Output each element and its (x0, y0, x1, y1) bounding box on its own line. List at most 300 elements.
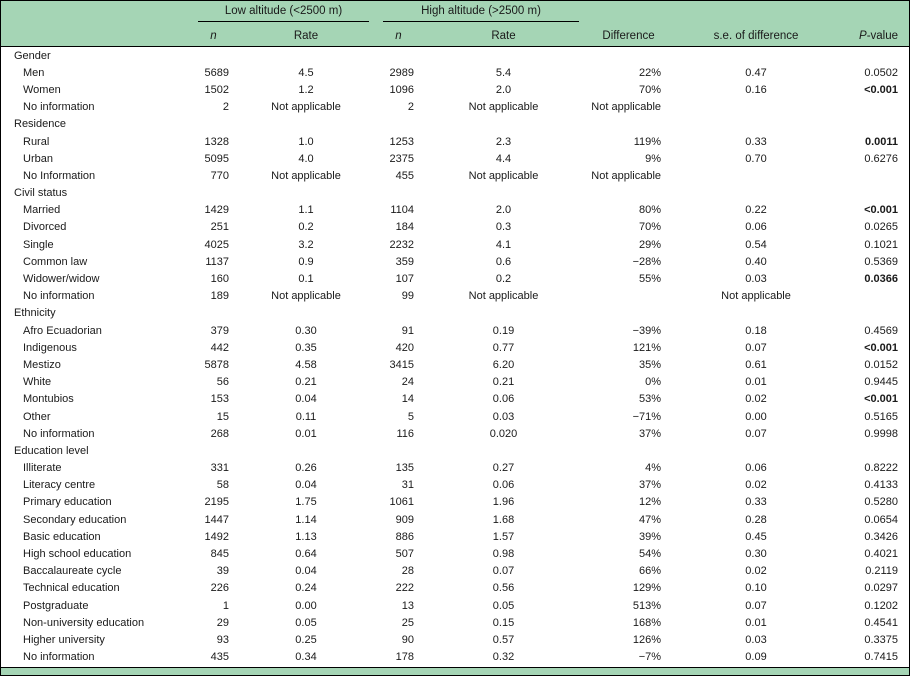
n-high-value: 2 (407, 101, 414, 114)
section-row (1, 47, 909, 65)
row-label: Baccalaureate cycle (23, 565, 122, 578)
n-low-value: 331 (210, 462, 229, 475)
n-low-value: 5095 (204, 152, 229, 165)
difference-value: 126% (632, 633, 662, 646)
rate-high-value: 1.68 (492, 513, 515, 526)
rate-low-value: 1.13 (295, 530, 317, 543)
difference-value: 70% (638, 221, 662, 234)
rate-low-value: 0.34 (295, 651, 317, 664)
n-low-value: 845 (210, 548, 229, 561)
row-label: No information (23, 290, 95, 303)
table-row (1, 339, 909, 356)
difference-value: 121% (632, 341, 662, 354)
n-high-value: 14 (401, 393, 414, 406)
p-value: 0.0366 (864, 273, 899, 286)
se-value: 0.02 (745, 479, 767, 492)
table-row (1, 64, 909, 81)
rate-low-value: 4.5 (298, 66, 314, 79)
row-label: Divorced (23, 221, 67, 234)
table-row (1, 322, 909, 339)
n-low-value: 435 (210, 651, 229, 664)
n-low-value: 1492 (204, 530, 229, 543)
section-title: Ethnicity (14, 307, 56, 320)
p-value: 0.1021 (864, 238, 899, 251)
p-value: 0.4021 (864, 548, 899, 561)
se-value: 0.30 (745, 548, 767, 561)
rate-low-value: Not applicable (271, 290, 341, 303)
se-value: 0.54 (745, 238, 767, 251)
n-high-value: 99 (401, 290, 414, 303)
row-label: Rural (23, 135, 50, 148)
row-label: Urban (23, 152, 53, 165)
n-low-value: 1137 (205, 255, 229, 268)
table-row (1, 391, 909, 408)
se-value: 0.18 (745, 324, 767, 337)
rate-high-value: Not applicable (468, 290, 539, 303)
p-value: 0.8222 (864, 462, 899, 475)
header-spacer (1, 26, 191, 47)
n-low-value: 770 (210, 169, 229, 182)
n-high-value: 2375 (389, 152, 414, 165)
se-value: 0.07 (745, 427, 767, 440)
n-high-value: 13 (401, 599, 414, 612)
n-low-value: 56 (216, 376, 229, 389)
table-row (1, 270, 909, 287)
rate-high-value: 0.56 (492, 582, 515, 595)
n-high-value: 507 (395, 548, 414, 561)
pvalue-header-rest-part: -value (866, 30, 899, 42)
n-high-value: 1104 (390, 204, 414, 217)
p-value: 0.5165 (864, 410, 899, 423)
table-body (1, 47, 909, 666)
rate-low-value: 4.0 (298, 152, 314, 165)
rate-high-value: 2.0 (495, 83, 512, 96)
difference-value: 9% (645, 152, 662, 165)
table-row (1, 99, 909, 116)
se-value: 0.10 (745, 582, 767, 595)
n-low-column-header: n (191, 26, 236, 47)
se-value: 0.06 (745, 221, 767, 234)
row-label: Afro Ecuadorian (23, 324, 102, 337)
rate-low-column-header: Rate (236, 26, 376, 47)
row-label: Montubios (23, 393, 74, 406)
se-value: 0.28 (745, 513, 767, 526)
bottom-green-strip (1, 667, 909, 675)
table-row (1, 545, 909, 562)
se-value: 0.02 (745, 565, 767, 578)
table-row (1, 580, 909, 597)
difference-value: 4% (645, 462, 662, 475)
difference-value: Not applicable (591, 101, 662, 114)
table-row (1, 219, 909, 236)
n-high-value: 25 (401, 616, 414, 629)
difference-value: 70% (638, 83, 662, 96)
table-row (1, 597, 909, 614)
difference-value: 80% (638, 204, 662, 217)
row-label: Literacy centre (23, 479, 96, 492)
rate-high-value: 0.19 (492, 324, 515, 337)
difference-value: 12% (638, 496, 662, 509)
rate-high-value: 5.4 (495, 66, 512, 79)
p-value: 0.2119 (865, 565, 899, 578)
p-value: 0.5369 (864, 255, 899, 268)
rate-low-value: 0.04 (295, 565, 317, 578)
row-label: Common law (23, 255, 88, 268)
n-high-value: 909 (395, 513, 414, 526)
p-value: 0.3426 (864, 530, 899, 543)
n-high-value: 455 (395, 169, 414, 182)
table-row (1, 150, 909, 167)
rate-low-value: 0.04 (295, 479, 317, 492)
se-value: 0.07 (745, 341, 767, 354)
p-value: <0.001 (864, 204, 899, 217)
table-row (1, 167, 909, 184)
n-low-value: 268 (210, 427, 229, 440)
p-value: 0.5280 (864, 496, 899, 509)
rate-high-value: 0.57 (492, 633, 515, 646)
n-low-value: 189 (210, 290, 229, 303)
row-label: Women (23, 83, 61, 96)
n-low-value: 442 (210, 341, 229, 354)
table-row (1, 425, 909, 442)
p-value: <0.001 (864, 393, 899, 406)
n-high-value: 90 (401, 633, 414, 646)
n-low-value: 2195 (204, 496, 229, 509)
row-label: No information (23, 101, 95, 114)
rate-low-value: 0.04 (295, 393, 317, 406)
p-value: 0.6276 (864, 152, 899, 165)
difference-value: 168% (632, 616, 662, 629)
rate-low-value: 0.05 (295, 616, 317, 629)
p-value: 0.0654 (864, 513, 899, 526)
p-value: 0.1202 (864, 599, 899, 612)
table-row (1, 81, 909, 98)
table-row (1, 494, 909, 511)
rate-high-value: 0.77 (492, 341, 515, 354)
rate-high-value: 0.21 (492, 376, 515, 389)
se-value: 0.09 (745, 651, 767, 664)
table-row (1, 133, 909, 150)
difference-value: Not applicable (591, 169, 662, 182)
rate-high-value: 0.27 (492, 462, 515, 475)
section-title: Residence (14, 118, 66, 131)
rate-high-value: 6.20 (492, 358, 515, 371)
n-low-value: 1429 (204, 204, 229, 217)
rate-low-value: 1.0 (298, 135, 314, 148)
row-label: Other (23, 410, 51, 423)
n-low-value: 2 (222, 101, 229, 114)
row-label: Married (23, 204, 61, 217)
table-row (1, 631, 909, 648)
se-value: 0.03 (745, 273, 767, 286)
rate-high-value: 0.06 (492, 393, 515, 406)
se-value: 0.16 (745, 83, 767, 96)
table-row (1, 356, 909, 373)
n-high-value: 184 (395, 221, 414, 234)
table-row (1, 288, 909, 305)
n-low-value: 226 (210, 582, 229, 595)
rate-low-value: 0.2 (298, 221, 314, 234)
rate-high-value: 0.03 (492, 410, 515, 423)
p-value: 0.3375 (864, 633, 899, 646)
rate-high-value: 2.3 (495, 135, 512, 148)
row-label: No Information (23, 169, 96, 182)
difference-value: 53% (638, 393, 662, 406)
difference-value: 22% (638, 66, 662, 79)
n-low-value: 5878 (204, 358, 229, 371)
n-high-value: 2232 (389, 238, 414, 251)
p-value: 0.0011 (864, 135, 899, 148)
row-label: Illiterate (23, 462, 62, 475)
difference-value: 54% (638, 548, 662, 561)
rate-high-value: 0.6 (495, 255, 512, 268)
p-value (841, 99, 909, 116)
table-row (1, 374, 909, 391)
difference-value: 29% (638, 238, 662, 251)
difference-value: 55% (638, 273, 662, 286)
section-title: Education level (14, 444, 89, 457)
rate-low-value: 0.21 (295, 376, 317, 389)
se-value: 0.03 (745, 633, 767, 646)
difference-value: 129% (632, 582, 662, 595)
rate-low-value: 0.24 (295, 582, 317, 595)
row-label: Single (23, 238, 54, 251)
n-low-value: 160 (210, 273, 229, 286)
header-spacer (671, 1, 841, 26)
rate-low-value: Not applicable (271, 169, 341, 182)
p-value (841, 167, 909, 184)
rate-high-value: 0.05 (492, 599, 515, 612)
difference-value: −7% (638, 651, 662, 664)
rate-high-column-header: Rate (421, 26, 586, 47)
n-low-value: 153 (210, 393, 229, 406)
n-high-value: 28 (401, 565, 414, 578)
p-value: <0.001 (864, 83, 899, 96)
se-value: 0.01 (745, 376, 767, 389)
rate-high-value: 0.07 (492, 565, 515, 578)
n-high-value: 420 (395, 341, 414, 354)
table-row (1, 649, 909, 666)
se-value: 0.45 (745, 530, 767, 543)
se-value: 0.07 (745, 599, 767, 612)
se-value: 0.02 (745, 393, 767, 406)
table-row (1, 253, 909, 270)
p-value: 0.4133 (864, 479, 899, 492)
difference-value: 37% (638, 427, 662, 440)
n-high-value: 24 (401, 376, 414, 389)
rate-low-value: 1.2 (298, 83, 314, 96)
se-value (671, 167, 841, 184)
rate-high-value: 1.57 (492, 530, 515, 543)
table-row (1, 614, 909, 631)
n-low-value: 15 (216, 410, 229, 423)
rate-low-value: 1.1 (298, 204, 314, 217)
rate-high-value: Not applicable (468, 101, 539, 114)
statistics-table (1, 1, 909, 666)
n-high-value: 31 (401, 479, 414, 492)
p-value: <0.001 (864, 341, 899, 354)
rate-high-value: Not applicable (468, 169, 539, 182)
rate-low-value: 0.01 (295, 427, 317, 440)
row-label: Technical education (23, 582, 120, 595)
se-value: 0.22 (745, 204, 767, 217)
pvalue-header-italic-part: P (859, 30, 867, 42)
row-label: Non-university education (23, 616, 145, 629)
table-row (1, 563, 909, 580)
rate-high-value: 0.2 (495, 273, 512, 286)
n-high-value: 1253 (389, 135, 414, 148)
high-altitude-group-header (376, 1, 586, 26)
low-altitude-group-label: Low altitude (<2500 m) (198, 5, 369, 22)
n-high-value: 135 (395, 462, 414, 475)
header-spacer (841, 1, 909, 26)
n-high-value: 886 (395, 530, 414, 543)
rate-low-value: 0.00 (295, 599, 317, 612)
difference-value: 513% (632, 599, 662, 612)
se-value (671, 99, 841, 116)
se-value: 0.06 (745, 462, 767, 475)
row-label: Postgraduate (23, 599, 89, 612)
n-high-value: 91 (401, 324, 414, 337)
n-low-value: 39 (216, 565, 229, 578)
rate-high-value: 0.32 (492, 651, 515, 664)
rate-high-value: 0.98 (492, 548, 515, 561)
difference-value: 37% (638, 479, 662, 492)
n-low-value: 1 (222, 599, 229, 612)
p-value: 0.4541 (864, 616, 899, 629)
n-low-value: 93 (216, 633, 229, 646)
difference-value: 0% (645, 376, 662, 389)
n-high-value: 116 (396, 427, 414, 440)
table-row (1, 236, 909, 253)
se-value: 0.33 (745, 135, 767, 148)
n-high-value: 359 (395, 255, 414, 268)
row-label: Indigenous (23, 341, 77, 354)
header-spacer (586, 1, 671, 26)
rate-low-value: 0.26 (295, 462, 317, 475)
section-row (1, 185, 909, 202)
rate-low-value: 0.25 (295, 633, 317, 646)
section-title: Civil status (14, 187, 68, 200)
table-row (1, 528, 909, 545)
p-value: 0.4569 (864, 324, 899, 337)
difference-value: −39% (632, 324, 662, 337)
rate-low-value: 1.75 (295, 496, 317, 509)
n-low-value: 1447 (204, 513, 229, 526)
n-high-value: 178 (395, 651, 414, 664)
table-row (1, 511, 909, 528)
row-label: Higher university (23, 633, 105, 646)
se-value: 0.01 (745, 616, 767, 629)
rate-high-value: 4.4 (495, 152, 512, 165)
p-value (841, 288, 909, 305)
se-column-header: s.e. of difference (671, 26, 841, 47)
table-row (1, 460, 909, 477)
n-high-value: 5 (407, 410, 414, 423)
p-value: 0.0265 (864, 221, 899, 234)
n-high-value: 1061 (389, 496, 414, 509)
n-high-value: 222 (395, 582, 414, 595)
se-value: 0.40 (745, 255, 767, 268)
rate-low-value: 0.11 (295, 410, 317, 423)
rate-high-value: 0.06 (492, 479, 515, 492)
row-label: Mestizo (23, 358, 61, 371)
se-value: 0.61 (745, 358, 767, 371)
row-label: Basic education (23, 530, 101, 543)
n-low-value: 29 (216, 616, 229, 629)
section-row (1, 116, 909, 133)
pvalue-column-header (841, 26, 909, 47)
row-label: No information (23, 427, 95, 440)
rate-low-value: 0.35 (295, 341, 317, 354)
row-label: No information (23, 651, 95, 664)
rate-low-value: 1.14 (295, 513, 317, 526)
se-value: Not applicable (721, 290, 791, 303)
n-low-value: 58 (216, 479, 229, 492)
difference-value: 47% (638, 513, 662, 526)
table-row (1, 477, 909, 494)
table-row (1, 408, 909, 425)
p-value: 0.0152 (864, 358, 899, 371)
difference-value: 66% (638, 565, 662, 578)
table-row (1, 202, 909, 219)
p-value: 0.0502 (864, 66, 899, 79)
n-low-value: 1328 (204, 135, 229, 148)
low-altitude-group-header (191, 1, 376, 26)
difference-value: 119% (633, 135, 662, 148)
n-low-value: 379 (210, 324, 229, 337)
se-value: 0.33 (745, 496, 767, 509)
row-label: High school education (23, 548, 132, 561)
section-row (1, 305, 909, 322)
n-high-value: 2989 (389, 66, 414, 79)
header-column-row (1, 26, 909, 47)
p-value: 0.9998 (864, 427, 899, 440)
row-label: Primary education (23, 496, 112, 509)
se-value: 0.47 (745, 66, 767, 79)
n-low-value: 251 (210, 221, 229, 234)
rate-low-value: 0.30 (295, 324, 317, 337)
p-value: 0.7415 (864, 651, 899, 664)
difference-value (586, 288, 671, 305)
rate-low-value: 3.2 (298, 238, 314, 251)
rate-high-value: 4.1 (495, 238, 512, 251)
header-group-row (1, 1, 909, 26)
n-high-value: 1096 (389, 83, 414, 96)
p-value: 0.9445 (864, 376, 899, 389)
n-low-value: 5689 (204, 66, 229, 79)
difference-value: 39% (638, 530, 662, 543)
p-value: 0.0297 (864, 582, 899, 595)
section-title: Gender (14, 49, 51, 62)
rate-high-value: 0.020 (489, 427, 518, 440)
section-row (1, 442, 909, 459)
n-high-column-header: n (376, 26, 421, 47)
row-label: Secondary education (23, 513, 127, 526)
n-low-value: 1502 (204, 83, 229, 96)
header-spacer (1, 1, 191, 26)
difference-value: 35% (638, 358, 662, 371)
se-value: 0.00 (745, 410, 767, 423)
rate-low-value: 0.9 (298, 255, 314, 268)
n-high-value: 3415 (389, 358, 414, 371)
row-label: White (23, 376, 52, 389)
n-high-value: 107 (395, 273, 414, 286)
row-label: Widower/widow (23, 273, 100, 286)
rate-low-value: 0.1 (298, 273, 314, 286)
se-value: 0.70 (745, 152, 767, 165)
high-altitude-group-label: High altitude (>2500 m) (383, 5, 579, 22)
